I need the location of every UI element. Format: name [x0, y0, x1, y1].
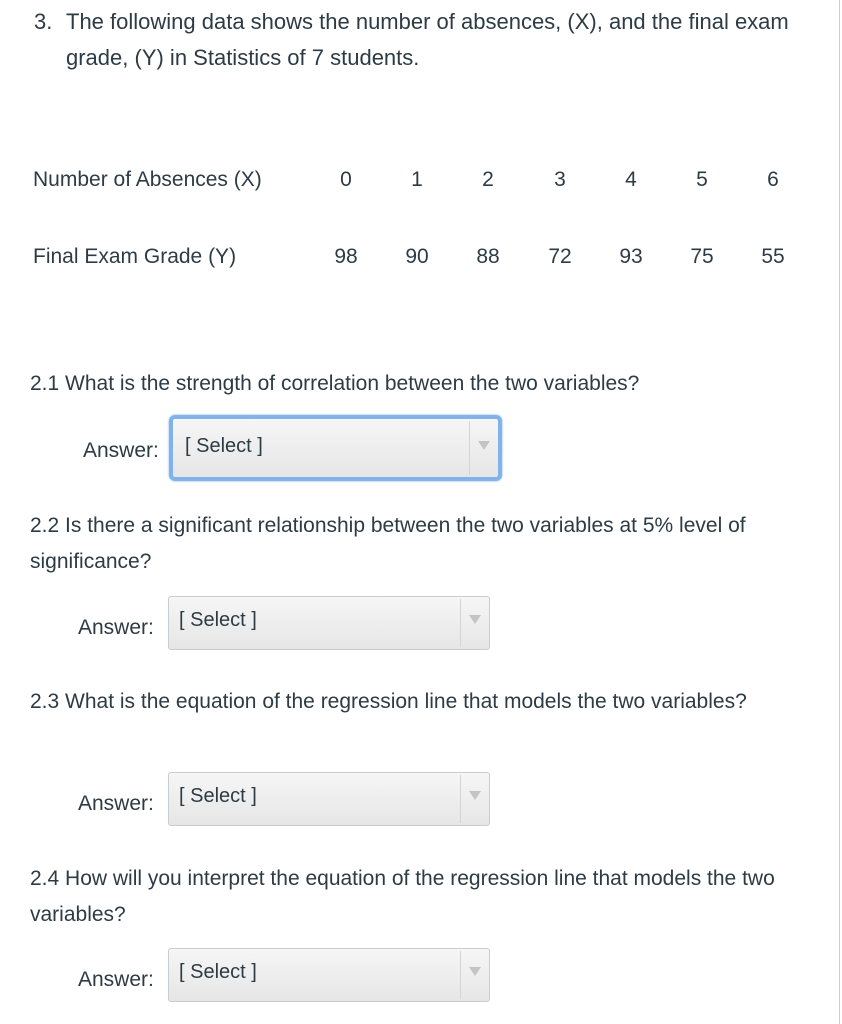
- answer-label: Answer:: [78, 968, 154, 991]
- table-cell: 72: [548, 245, 572, 268]
- chevron-down-icon: [478, 441, 490, 450]
- table-cell: 5: [696, 168, 708, 191]
- question-text: The following data shows the number of absences, (X), and the final exam grade, (Y) in Statistics of 7 students.: [66, 9, 789, 70]
- subquestion-2-2-text: 2.2 Is there a significant relationship between the two variables at 5% level of significance?: [30, 514, 746, 573]
- table-cell: 88: [476, 245, 500, 268]
- table-cell: 6: [767, 168, 779, 191]
- table-cell: 3: [554, 168, 566, 191]
- answer-label: Answer:: [78, 616, 154, 639]
- content-right-border: [839, 0, 840, 1024]
- answer-label: Answer:: [78, 792, 154, 815]
- question-number: 3.: [34, 9, 53, 34]
- select-divider: [469, 421, 470, 475]
- answer-label: Answer:: [83, 439, 159, 462]
- subquestion-2-4-text: 2.4 How will you interpret the equation of the regression line that models the two variables?: [30, 867, 775, 926]
- table-cell: 0: [340, 168, 352, 191]
- table-cell: 75: [690, 245, 714, 268]
- select-divider: [460, 775, 461, 823]
- row-label-grades: Final Exam Grade (Y): [33, 245, 237, 268]
- answer-2-1-select[interactable]: [169, 415, 502, 481]
- table-cell: 93: [619, 245, 643, 268]
- select-value: [ Select ]: [179, 785, 257, 807]
- select-divider: [460, 599, 461, 647]
- table-cell: 4: [625, 168, 637, 191]
- table-cell: 90: [405, 245, 429, 268]
- subquestion-2-1-text: 2.1 What is the strength of correlation between the two variables?: [30, 372, 640, 395]
- select-value: [ Select ]: [185, 435, 263, 457]
- chevron-down-icon: [469, 791, 481, 800]
- subquestion-2-3-text: 2.3 What is the equation of the regression line that models the two variables?: [30, 690, 747, 713]
- select-value: [ Select ]: [179, 609, 257, 631]
- table-cell: 1: [411, 168, 423, 191]
- row-label-absences: Number of Absences (X): [33, 168, 262, 191]
- answer-2-3-select[interactable]: [168, 772, 490, 826]
- chevron-down-icon: [469, 967, 481, 976]
- select-value: [ Select ]: [179, 961, 257, 983]
- answer-2-4-select[interactable]: [168, 948, 490, 1002]
- table-cell: 98: [334, 245, 358, 268]
- table-cell: 55: [761, 245, 785, 268]
- select-divider: [460, 951, 461, 999]
- answer-2-2-select[interactable]: [168, 596, 490, 650]
- chevron-down-icon: [469, 615, 481, 624]
- table-cell: 2: [482, 168, 494, 191]
